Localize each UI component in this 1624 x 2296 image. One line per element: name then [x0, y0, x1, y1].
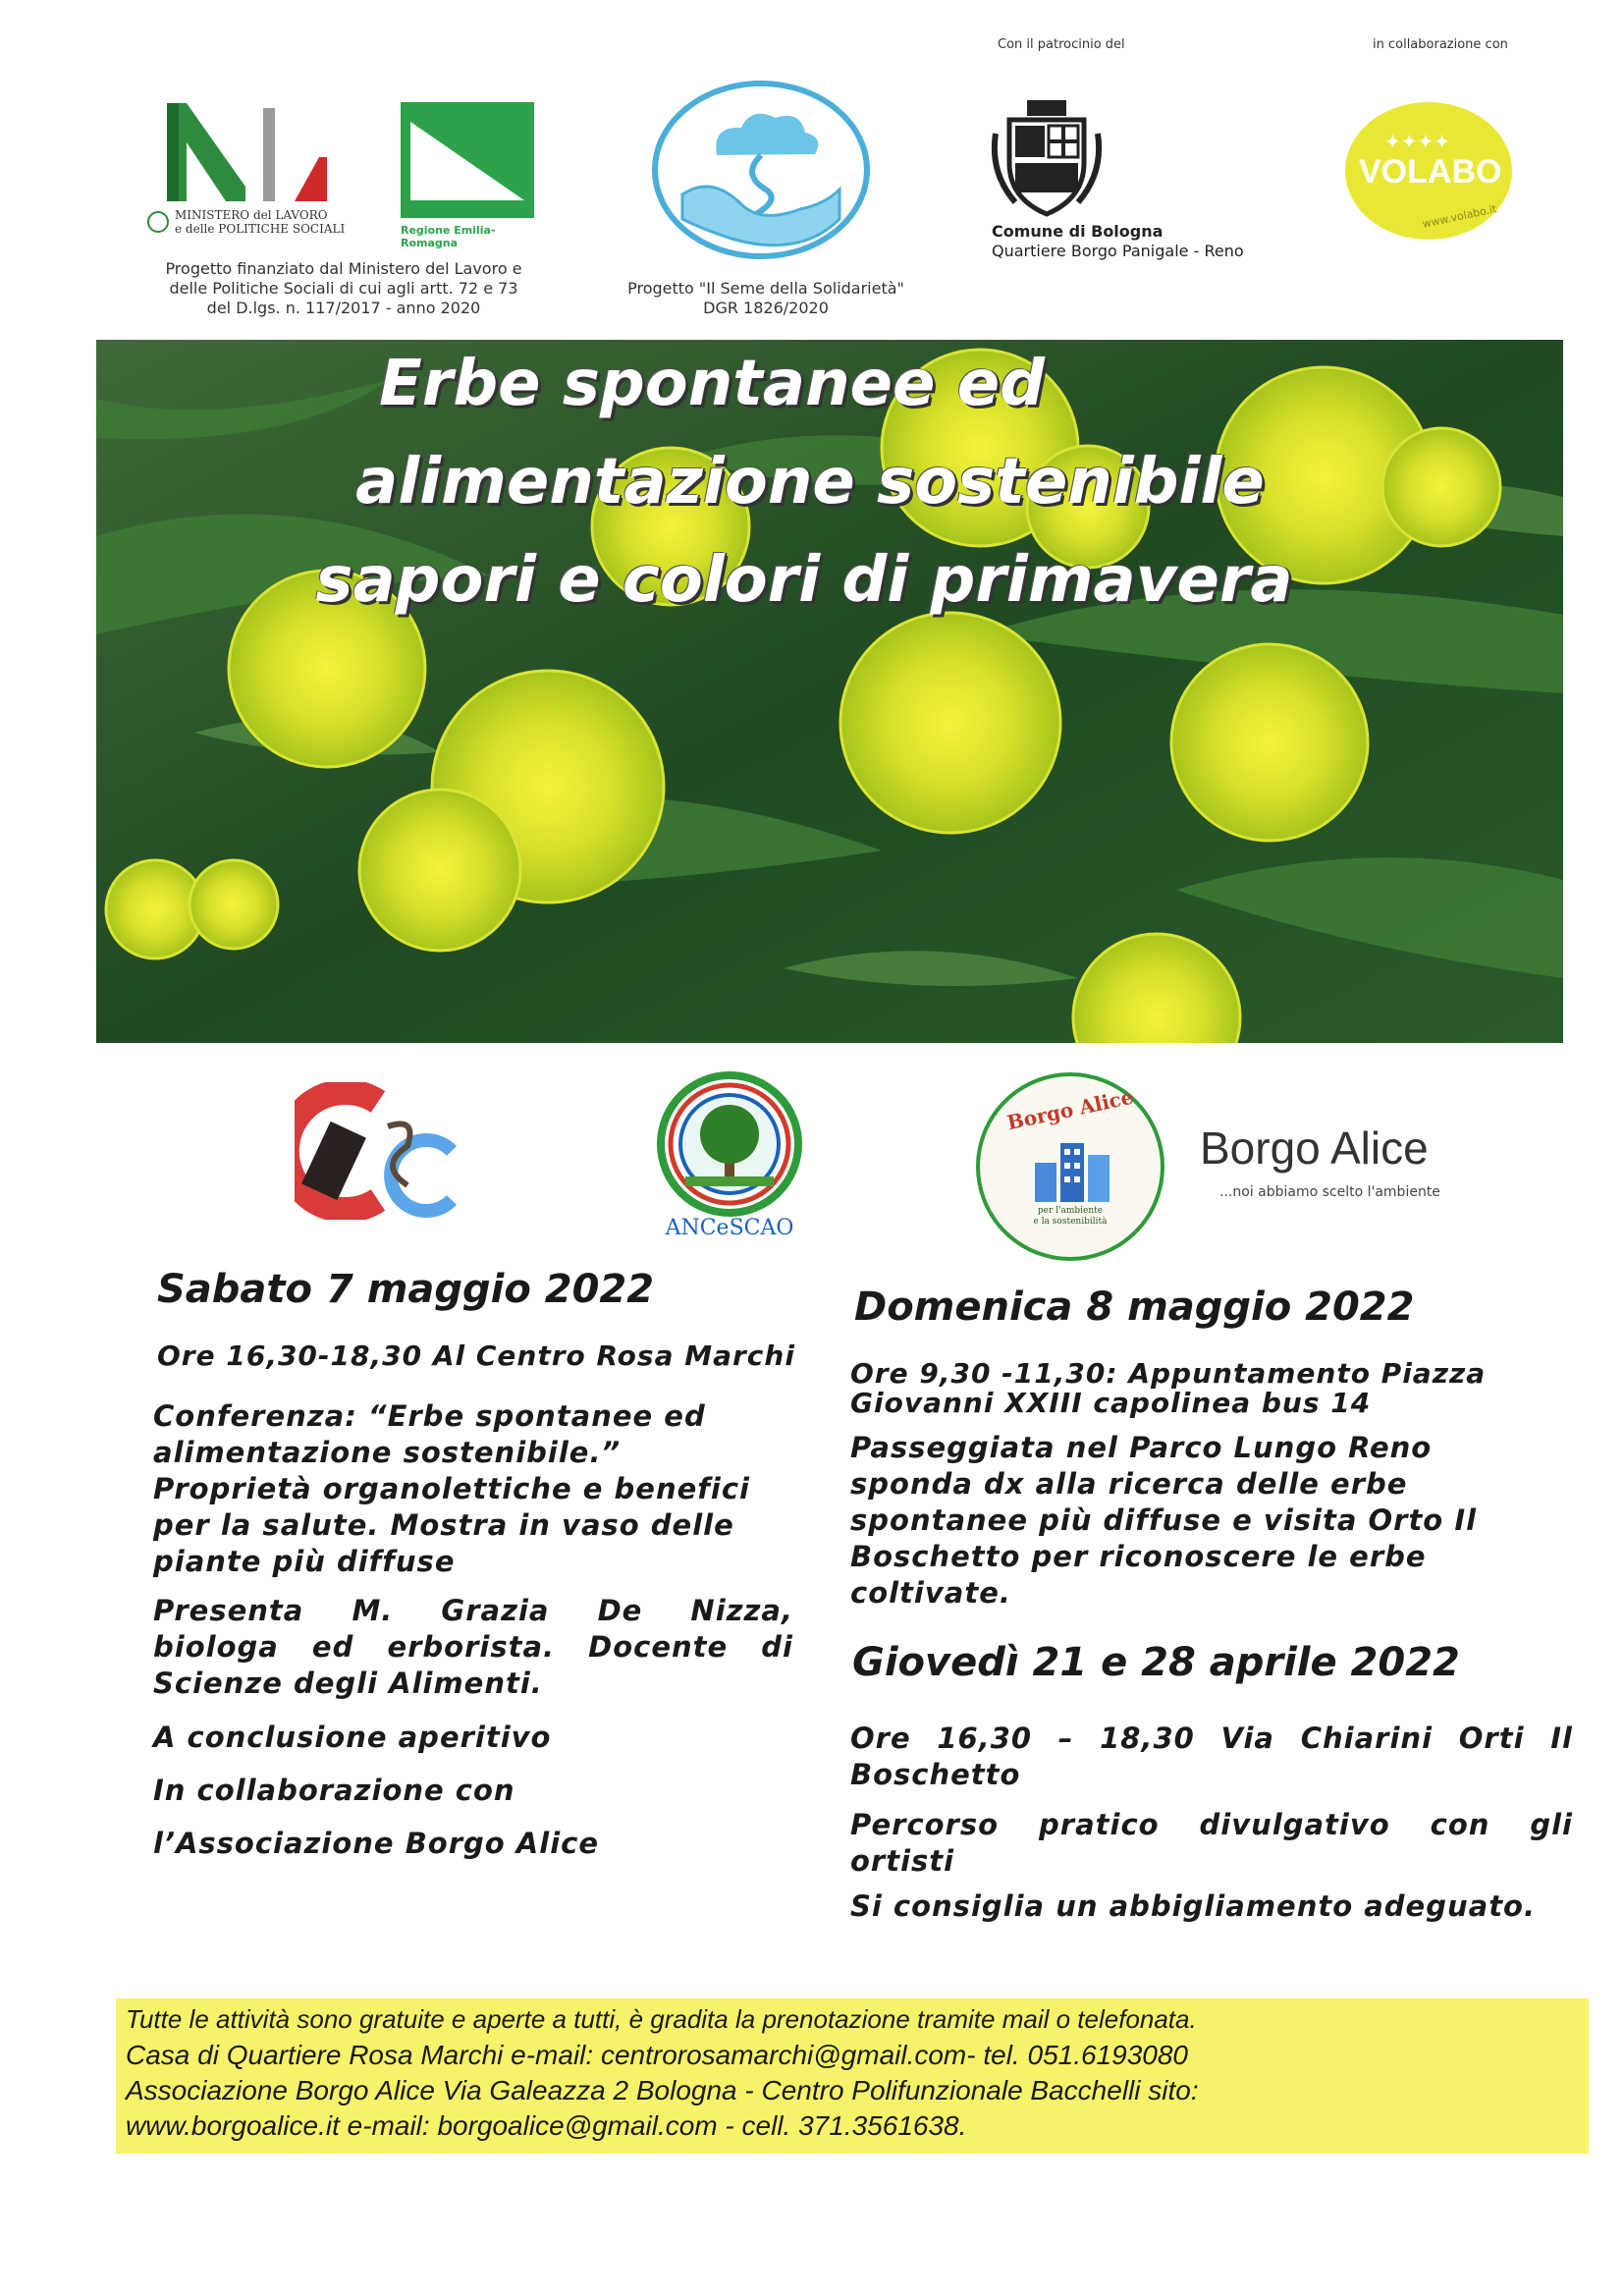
- progetto-caption: [589, 279, 943, 318]
- ministero-emblem-icon: [147, 98, 373, 206]
- right-time1-line: Giovanni XXIII capolinea bus 14: [850, 1387, 1372, 1419]
- left-presenter-line: Presenta M. Grazia De Nizza,: [153, 1594, 793, 1627]
- collaborazione-label: in collaborazione con: [1373, 37, 1508, 52]
- right-desc2-line: ortisti: [850, 1844, 955, 1878]
- ministero-caption-line: Progetto finanziato dal Ministero del Lavoro e: [165, 259, 522, 278]
- left-closing: A conclusione aperitivo: [153, 1721, 552, 1754]
- left-desc-line: alimentazione sostenibile.”: [153, 1436, 622, 1469]
- comune-bologna-crest: [988, 94, 1106, 220]
- progetto-caption-line: DGR 1826/2020: [703, 299, 829, 317]
- ancescao-logo: [656, 1070, 803, 1218]
- right-time1-line: Ore 9,30 -11,30: Appuntamento Piazza: [850, 1357, 1487, 1390]
- bologna-crest-icon: [988, 94, 1106, 220]
- comune-name: Comune di Bologna: [992, 222, 1164, 241]
- right-time-2: [850, 1721, 1573, 1793]
- left-date: Sabato 7 maggio 2022: [157, 1267, 655, 1312]
- ministero-name-2: e delle POLITICHE SOCIALI: [175, 222, 346, 236]
- volabo-url: www.volabo.it: [1421, 202, 1498, 231]
- borgo-alice-name: Borgo Alice: [1200, 1122, 1429, 1174]
- footer-line-2: Casa di Quartiere Rosa Marchi e-mail: centrorosamarchi@gmail.com- tel. 051.6193080: [126, 2040, 1188, 2070]
- borgo-alice-tagline: ...noi abbiamo scelto l'ambiente: [1219, 1184, 1440, 1200]
- right-advice: Si consiglia un abbigliamento adeguato.: [850, 1889, 1536, 1923]
- right-desc1-line: Passeggiata nel Parco Lungo Reno: [850, 1431, 1433, 1464]
- regione-logo: [401, 102, 534, 249]
- footer-line-3: Associazione Borgo Alice Via Galeazza 2 Bologna - Centro Polifunzionale Bacchelli sito:: [126, 2075, 1199, 2105]
- right-description-2: [850, 1807, 1573, 1880]
- left-assoc: l’Associazione Borgo Alice: [153, 1827, 599, 1860]
- ancescao-name: ANCeSCAO: [665, 1216, 794, 1240]
- borgo-badge-sub-line: per l'ambiente: [1037, 1206, 1104, 1216]
- right-description-1: [850, 1430, 1538, 1612]
- right-desc2-line: Percorso pratico divulgativo con gli: [850, 1808, 1573, 1841]
- hands-cloud-icon: [648, 77, 874, 263]
- right-desc1-line: Boschetto per riconoscere le erbe: [850, 1540, 1427, 1573]
- comune-caption: [992, 222, 1244, 261]
- left-presenter-line: Scienze degli Alimenti.: [153, 1667, 543, 1700]
- hero-image: [96, 340, 1563, 1043]
- borgo-badge-sub: [980, 1206, 1161, 1228]
- left-time: Ore 16,30-18,30 Al Centro Rosa Marchi: [157, 1339, 795, 1372]
- left-presenter: [153, 1593, 793, 1702]
- left-presenter-line: biologa ed erborista. Docente di: [153, 1630, 793, 1664]
- right-date-2: Giovedì 21 e 28 aprile 2022: [852, 1640, 1460, 1685]
- right-desc1-line: spontanee più diffuse e visita Orto Il: [850, 1503, 1478, 1537]
- borgo-badge-sub-line: e la sostenibilità: [1033, 1217, 1108, 1227]
- partner-logo-c: [295, 1082, 461, 1220]
- hero-title-line-2: alimentazione sostenibile: [355, 446, 1265, 519]
- right-desc1-line: sponda dx alla ricerca delle erbe: [850, 1467, 1408, 1501]
- ministero-caption: [137, 259, 550, 318]
- left-desc-line: per la salute. Mostra in vaso delle: [153, 1508, 734, 1542]
- hero-title-line-3: sapori e colori di primavera: [315, 544, 1293, 617]
- ministero-caption-line: del D.lgs. n. 117/2017 - anno 2020: [206, 299, 481, 317]
- ministero-logo: [147, 98, 373, 246]
- c-letters-icon: [295, 1082, 461, 1220]
- buildings-icon: [1035, 1133, 1110, 1202]
- info-footer: [116, 1998, 1589, 2154]
- borgo-alice-badge: [976, 1072, 1164, 1261]
- hero-title-line-1: Erbe spontanee ed: [379, 348, 1045, 420]
- footer-line-4: www.borgoalice.it e-mail: borgoalice@gmail.com - cell. 371.3561638.: [126, 2110, 967, 2141]
- footer-line-1: Tutte le attività sono gratuite e aperte a tutti, è gradita la prenotazione tramite mail o telefonata.: [126, 2004, 1197, 2034]
- patrocinio-label: Con il patrocinio del: [998, 37, 1125, 52]
- left-desc-line: Conferenza: “Erbe spontanee ed: [153, 1399, 706, 1433]
- left-desc-line: Proprietà organolettiche e benefici: [153, 1472, 750, 1505]
- left-collab: In collaborazione con: [153, 1774, 515, 1807]
- left-desc-line: piante più diffuse: [153, 1545, 456, 1578]
- right-time2-line: Ore 16,30 – 18,30 Via Chiarini Orti Il: [850, 1722, 1573, 1755]
- ministero-caption-line: delle Politiche Sociali di cui agli artt. 72 e 73: [169, 279, 518, 298]
- right-time2-line: Boschetto: [850, 1758, 1021, 1791]
- progetto-caption-line: Progetto "Il Seme della Solidarietà": [627, 279, 904, 298]
- regione-label: Regione Emilia-Romagna: [401, 224, 496, 249]
- regione-emblem-icon: [401, 102, 534, 218]
- volabo-logo: [1345, 102, 1512, 240]
- left-description: [153, 1398, 782, 1580]
- comune-quartiere: Quartiere Borgo Panigale - Reno: [992, 242, 1244, 260]
- volabo-name: VOLABO: [1359, 153, 1502, 191]
- borgo-badge-name: Borgo Alice: [1004, 1084, 1136, 1135]
- seme-solidarieta-logo: [648, 77, 874, 263]
- people-icon: ✦✦✦✦: [1384, 130, 1451, 153]
- right-time-1: [850, 1359, 1486, 1418]
- tree-emblem-icon: [656, 1070, 803, 1218]
- right-desc1-line: coltivate.: [850, 1576, 1011, 1610]
- right-date-1: Domenica 8 maggio 2022: [854, 1285, 1415, 1330]
- ministero-name-1: MINISTERO del LAVORO: [175, 208, 328, 222]
- star-icon: [147, 211, 169, 233]
